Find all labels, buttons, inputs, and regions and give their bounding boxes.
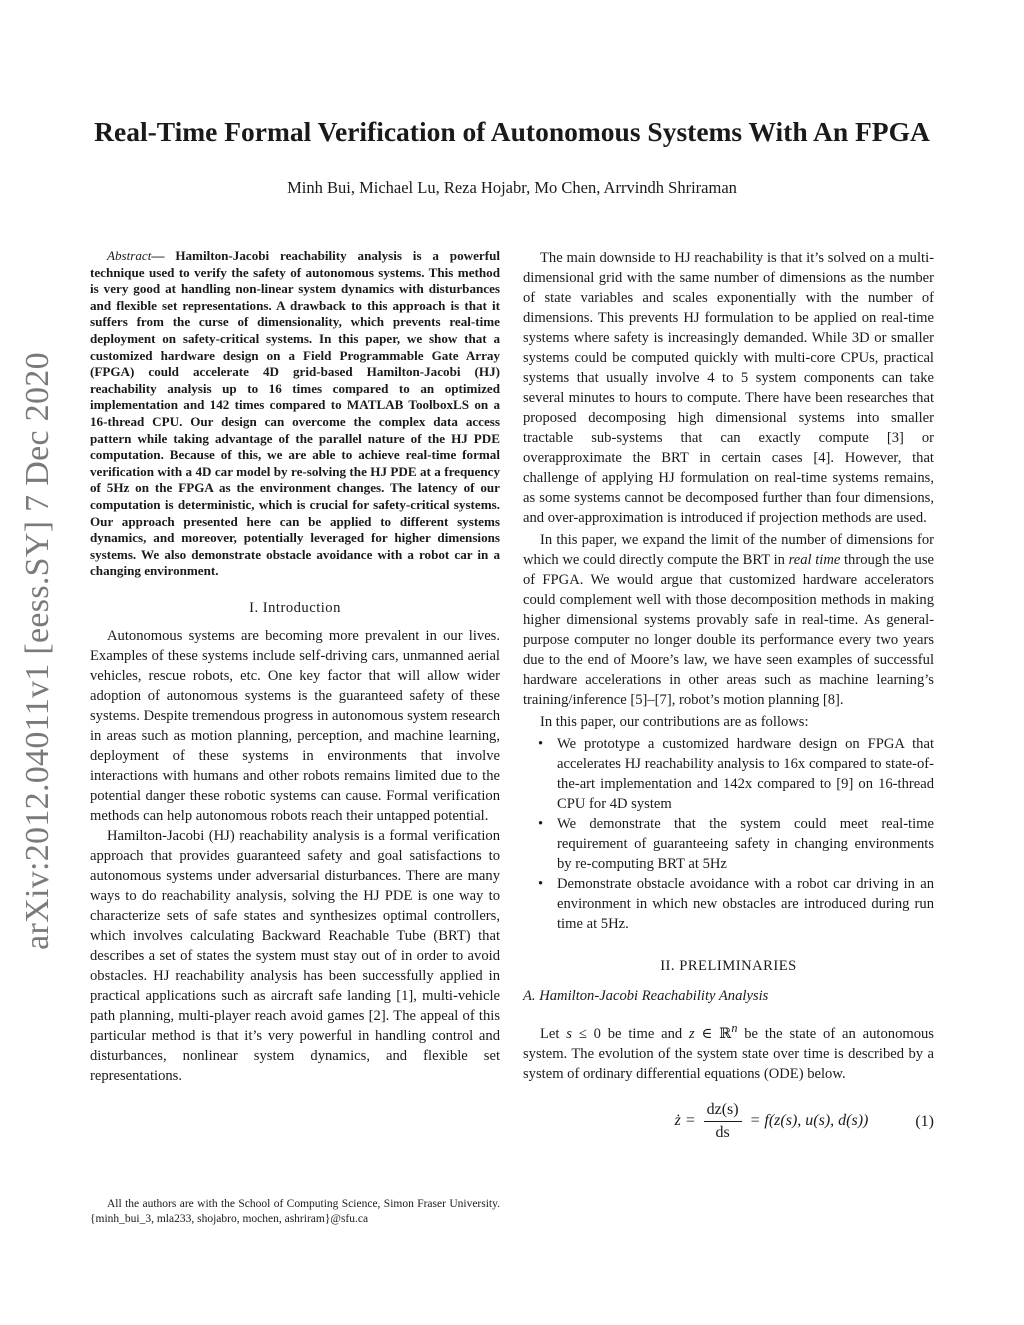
- intro-paragraph-2: Hamilton-Jacobi (HJ) reachability analysis is a formal verification approach that provides guaranteed safety and goal satisfactions to autonomous systems under adversarial disturbances. There are many ways to do reachability analysis, solving the HJ PDE is one way to characterize sets of safe states and synthesizes optimal controllers, which involves calculating Backward Reachable Tube (BRT) that describes a set of states the system must stay out of in order to avoid obstacles. HJ reachability analysis has been successfully applied in practical applications such as aircraft safe landing [1], multi-vehicle path planning, multi-player reach avoid games [2]. The appeal of this particular method is that it’s very powerful in handling control and disturbances, nonlinear system dynamics, and flexible set representations.: [90, 827, 500, 1084]
- preliminaries-paragraph: [523, 1018, 934, 1084]
- equation-rhs: = f(z(s), u(s), d(s)): [745, 1112, 869, 1130]
- text-fragment: Let: [540, 1025, 567, 1042]
- equation-fraction: [704, 1100, 742, 1143]
- arxiv-stamp-margin: [8, 343, 68, 959]
- fraction-denominator: ds: [715, 1124, 730, 1142]
- paper-title: Real-Time Formal Verification of Autonomous Systems With An FPGA: [94, 116, 930, 147]
- right-paragraph-2-start: In this paper, we expand the limit of the number of dimensions for which we could directly compute the BRT in: [523, 532, 934, 568]
- subsection-heading-hj-reachability: A. Hamilton-Jacobi Reachability Analysis: [523, 988, 769, 1004]
- right-paragraph-2-end: through the use of FPGA. We would argue that customized hardware accelerators could complement well with those decomposition methods in making higher dimensional systems provably safe in real-time. As general-purpose computer no longer double its performance every two years due to the end of Moore’s law, we have seen examples of successful hardware accelerations in other areas such as machine learning’s training/inference [5]–[7], robot’s motion planning [8].: [523, 552, 934, 708]
- abstract-label: Abstract: [107, 248, 152, 263]
- contributions-intro: In this paper, our contributions are as follows:: [540, 714, 809, 730]
- equation-number: (1): [915, 1112, 934, 1130]
- abstract-text: — Hamilton-Jacobi reachability analysis is a powerful technique used to verify the safety of autonomous systems. This method is very good at handling non-linear system dynamics with disturbances and flexible set representations. A drawback to this approach is that it suffers from the curse of dimensionality, which prevents real-time deployment on safety-critical systems. In this paper, we show that a customized hardware design on a Field Programmable Gate Array (FPGA) could accelerate 4D grid-based Hamilton-Jacobi (HJ) reachability analysis up to 16 times compared to an optimized implementation and 142 times compared to MATLAB ToolboxLS on a 16-thread CPU. Our design can overcome the complex data access pattern while taking advantage of the parallel nature of the HJ PDE computation. Because of this, we are able to achieve real-time formal verification with a 4D car model by re-solving the HJ PDE at a frequency of 5Hz on the FPGA as the environment changes. The latency of our computation is deterministic, which is crucial for safety-critical systems. Our approach presented here can be applied to different systems dynamics, and moreover, potentially leveraged for higher dimensions systems. We also demonstrate obstacle avoidance with a robot car in a changing environment.: [90, 248, 500, 579]
- math-symbol: ≤: [571, 1025, 594, 1042]
- author-list: Minh Bui, Michael Lu, Reza Hojabr, Mo Chen, Arrvindh Shriraman: [287, 178, 737, 197]
- intro-paragraph-1: Autonomous systems are becoming more prevalent in our lives. Examples of these systems include self-driving cars, unmanned aerial vehicles, rescue robots, etc. One key factor that will allow wider adoption of autonomous systems is the guaranteed safety of these systems. Despite tremendous progress in autonomous system research in areas such as motion planning, perception, and machine learning, deployment of these systems in environments that involve interactions with humans and other robots remains limited due to the potential danger these robotic systems can cause. Formal verification methods can help autonomous robots reach their untapped potential.: [90, 627, 500, 824]
- contributions-list: [523, 734, 934, 934]
- right-paragraph-2: [523, 530, 934, 710]
- right-paragraph-1: The main downside to HJ reachability is that it’s solved on a multi-dimensional grid with the same number of dimensions as the number of state variables and scales exponentially with the number of dimensions. This prevents HJ formulation to be applied on real-time systems where safety is increasingly demanded. While 3D or smaller systems could be computed quickly with multi-core CPUs, practical systems that usually involve 4 to 5 system components can take several minutes to hours to compute. There have been researches that proposed decomposing high dimensional systems into smaller tractable sub-systems that can exactly compute [3] or overapproximate the BRT in certain cases [4]. However, that challenge of applying HJ formulation on real-time systems remains, as some systems cannot be decomposed further than four dimensions, and over-approximation is introduced if projection methods are used.: [523, 250, 934, 526]
- math-symbol: n: [731, 1021, 738, 1035]
- math-symbol: z: [689, 1025, 695, 1042]
- math-symbol: ∈: [694, 1025, 720, 1042]
- equation-lhs: ż =: [674, 1112, 700, 1130]
- contribution-item: • We prototype a customized hardware design on FPGA that accelerates HJ reachability analysis to 16x compared to state-of-the-art implementation and 142x compared to [9] on 16-thread CPU for 4D system: [523, 734, 934, 814]
- left-column: [90, 248, 500, 1086]
- equation-1: [523, 1100, 934, 1144]
- equation-expression: [523, 1100, 910, 1143]
- math-symbol: 0: [593, 1025, 601, 1042]
- text-fragment: be time and: [600, 1025, 690, 1042]
- math-symbol: ℝ: [719, 1025, 732, 1042]
- contribution-item: • We demonstrate that the system could meet real-time requirement of guaranteeing safety in changing environments by re-computing BRT at 5Hz: [523, 814, 934, 874]
- real-time-emphasis: real time: [788, 552, 841, 568]
- author-footnote: All the authors are with the School of Computing Science, Simon Fraser University. {minh_bui_3, mla233, shojabro, mochen, ashriram}@sfu.ca: [90, 1198, 500, 1225]
- fraction-numerator: dz(s): [704, 1100, 742, 1122]
- section-heading-introduction: I. Introduction: [249, 599, 341, 616]
- abstract: [90, 248, 500, 580]
- right-column: [523, 248, 934, 1144]
- arxiv-stamp: arXiv:2012.04011v1 [eess.SY] 7 Dec 2020: [19, 352, 57, 950]
- math-symbol: s: [566, 1025, 572, 1042]
- contribution-item: • Demonstrate obstacle avoidance with a robot car driving in an environment in which new obstacles are introduced during run time at 5Hz.: [523, 874, 934, 934]
- text-fragment: be the state of an autonomous system. The evolution of the system state over time is described by a system of ordinary differential equations (ODE) below.: [523, 1025, 934, 1082]
- section-heading-preliminaries: II. PRELIMINARIES: [660, 958, 797, 974]
